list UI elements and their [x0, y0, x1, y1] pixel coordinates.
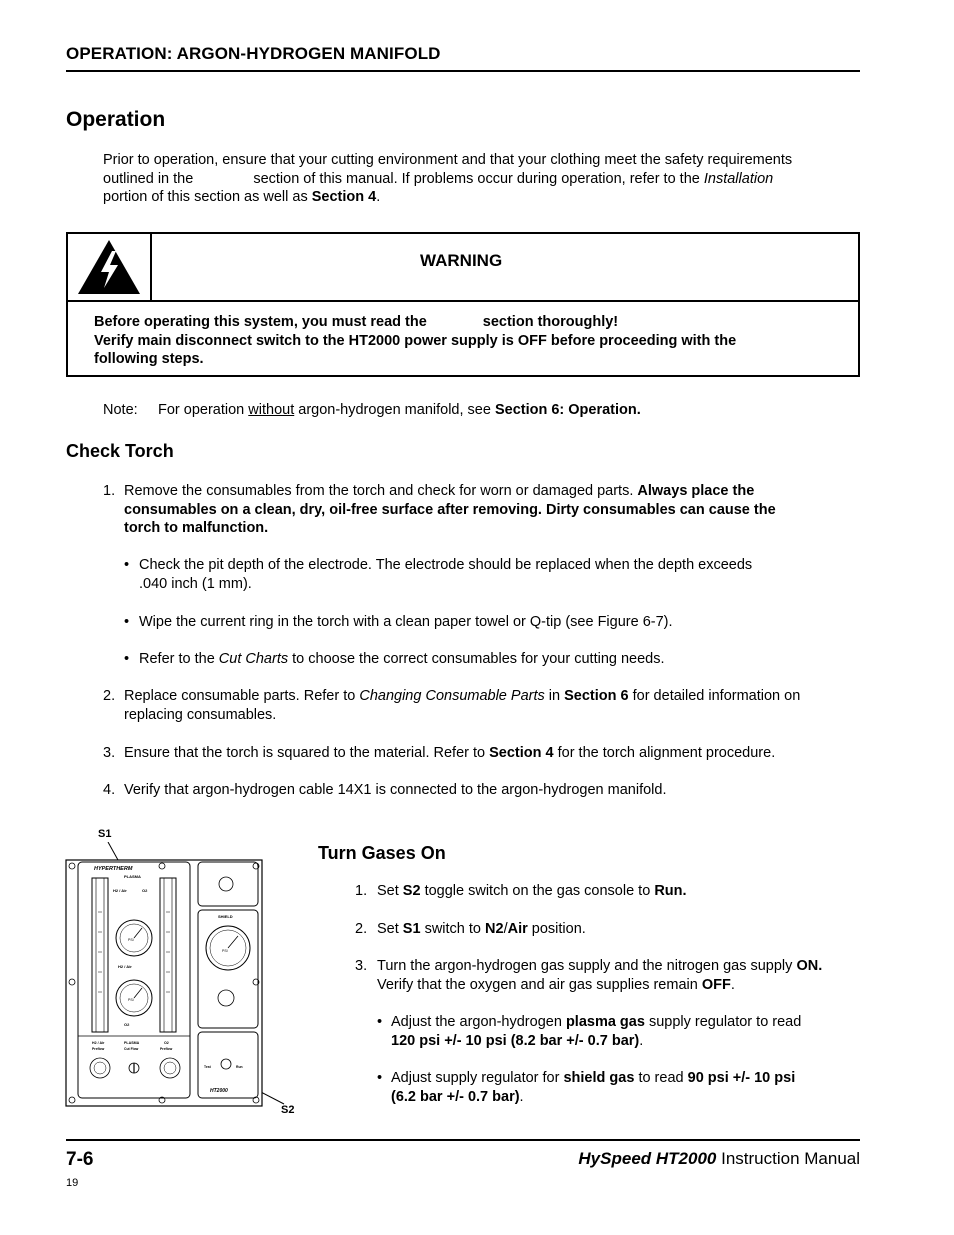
gas-b1b: plasma gas — [565, 1014, 645, 1030]
preflow-right-label: Preflow — [160, 1047, 173, 1051]
intro-line-3 — [103, 188, 863, 207]
panel-brand-label: HYPERTHERM — [94, 866, 133, 872]
bullet-3a: Refer to the — [139, 651, 215, 667]
gas-3a: Turn the argon-hydrogen gas supply and the nitrogen gas supply — [377, 958, 793, 974]
note-text — [158, 401, 641, 420]
step-2e: for detailed information on — [632, 688, 801, 704]
gas-2g: position. — [531, 921, 586, 937]
figure-label-s1: S1 — [98, 828, 112, 840]
step-3c: for the torch alignment procedure. — [557, 745, 776, 761]
bullet-2-mark: • — [124, 614, 130, 630]
warning-title: WARNING — [420, 251, 503, 270]
warning-1a: Before operating this system, you must read the — [94, 314, 427, 330]
bullet-1a: Check the pit depth of the electrode. The electrode should be replaced when the depth exceeds — [139, 557, 753, 573]
gas-bullet-1-text — [391, 1013, 861, 1050]
step-1-text — [124, 482, 864, 538]
gas-3c: Verify that the oxygen and air gas supplies remain — [377, 976, 698, 993]
run-label: Run — [236, 1065, 243, 1069]
gas-b2e: (6.2 bar +/- 0.7 bar) — [391, 1088, 520, 1105]
plasma-label-bottom: PLASMA — [124, 1041, 140, 1045]
step-4-text: Verify that argon-hydrogen cable 14X1 is connected to the argon-hydrogen manifold. — [124, 782, 667, 798]
bullet-3-mark: • — [124, 651, 130, 667]
note-d: Section 6: Operation. — [494, 402, 641, 418]
bullet-3-text — [139, 650, 665, 669]
gas-b1c: supply regulator to read — [648, 1014, 802, 1030]
step-4-number: 4. — [103, 782, 116, 798]
shield-label: SHIELD — [218, 914, 233, 919]
h2-air-label-bottom: H2 / Air — [92, 1041, 105, 1045]
gas-step-1-number: 1. — [355, 883, 368, 899]
plasma-gauge-lower-psi: PSI — [128, 998, 134, 1002]
operation-title: Operation — [66, 108, 166, 131]
note-b: without — [248, 402, 295, 418]
note-c: argon-hydrogen manifold, see — [298, 402, 491, 418]
o2-label-top: O2 — [142, 888, 148, 893]
intro-line-1: Prior to operation, ensure that your cutting environment and that your clothing meet the safety requirements — [103, 152, 793, 168]
gas-b2c: to read — [638, 1070, 684, 1086]
gas-step-2-text — [377, 920, 586, 939]
step-3b: Section 4 — [489, 745, 554, 761]
header-rule — [66, 70, 860, 72]
step-2-text — [124, 687, 864, 724]
bullet-3c: to choose the correct consumables for your cutting needs. — [292, 651, 665, 667]
gas-2f: Air — [507, 921, 528, 937]
model-label: HT2000 — [210, 1088, 228, 1094]
electric-shock-warning-icon — [68, 234, 150, 300]
bullet-3b: Cut Charts — [218, 651, 289, 667]
step-1b: Always place the — [637, 483, 755, 499]
intro-2a: outlined in the — [103, 170, 194, 187]
gas-3b: ON. — [796, 958, 823, 974]
gas-b1a: Adjust the argon-hydrogen — [391, 1014, 562, 1030]
warning-line-3: following steps. — [94, 351, 204, 367]
intro-3a: portion of this section as well as — [103, 189, 308, 205]
gases-title: Turn Gases On — [318, 843, 446, 863]
warning-line-2: Verify main disconnect switch to the HT2000 power supply is OFF before proceeding with the — [94, 332, 737, 349]
note-a: For operation — [158, 402, 245, 418]
step-3a: Ensure that the torch is squared to the material. Refer to — [124, 745, 486, 761]
gas-1c: toggle switch on the gas console to — [424, 883, 651, 899]
bullet-1b: .040 inch (1 mm). — [139, 575, 252, 592]
h2-air-label-top: H2 / Air — [113, 888, 127, 893]
test-label: Test — [204, 1065, 211, 1069]
gas-3d: OFF — [701, 976, 731, 993]
gas-b1e: . — [639, 1032, 644, 1049]
manual-name: Instruction Manual — [721, 1149, 860, 1168]
step-2f: replacing consumables. — [124, 706, 277, 723]
step-1-number: 1. — [103, 483, 116, 499]
gas-b2f: . — [519, 1088, 524, 1105]
manual-title — [578, 1149, 860, 1169]
warning-divider — [68, 300, 858, 302]
intro-3c: . — [376, 189, 381, 205]
step-3-number: 3. — [103, 745, 116, 761]
intro-3b: Section 4 — [311, 189, 377, 205]
step-1d: torch to malfunction. — [124, 520, 269, 536]
gas-step-1-text — [377, 882, 687, 901]
footer-small-number: 19 — [66, 1177, 79, 1189]
intro-2b: section of this manual. If problems occur during operation, refer to the — [253, 170, 700, 187]
gas-bullet-2-mark: • — [377, 1070, 383, 1086]
gas-b2a: Adjust supply regulator for — [391, 1070, 560, 1086]
gas-b1d: 120 psi +/- 10 psi (8.2 bar +/- 0.7 bar) — [391, 1032, 640, 1049]
gas-step-2-number: 2. — [355, 921, 368, 937]
gas-bullet-1-mark: • — [377, 1014, 383, 1030]
manual-brand: HySpeed HT2000 — [578, 1149, 717, 1168]
plasma-label: PLASMA — [124, 874, 141, 879]
bullet-1-text — [139, 556, 859, 593]
gas-2a: Set — [377, 921, 399, 937]
step-1c: consumables on a clean, dry, oil-free surface after removing. Dirty consumables can cause the — [124, 501, 776, 518]
gas-b2d: 90 psi +/- 10 psi — [687, 1070, 796, 1086]
gas-1a: Set — [377, 883, 399, 899]
footer-rule — [66, 1139, 860, 1141]
gas-2b: S1 — [402, 921, 421, 937]
step-2b: Changing Consumable Parts — [359, 688, 545, 704]
bullet-1-mark: • — [124, 557, 130, 573]
step-2-number: 2. — [103, 688, 116, 704]
bullet-2-text: Wipe the current ring in the torch with a clean paper towel or Q-tip (see Figure 6-7). — [139, 614, 673, 630]
h2-air-label-mid: H2 / Air — [118, 964, 132, 969]
gas-b2b: shield gas — [563, 1070, 635, 1086]
cutflow-label: Cut Flow — [124, 1047, 139, 1051]
gas-bullet-2-text — [391, 1069, 861, 1106]
preflow-left-label: Preflow — [92, 1047, 105, 1051]
gas-1d: Run. — [654, 883, 687, 899]
warning-box — [66, 232, 860, 377]
check-torch-title: Check Torch — [66, 441, 174, 461]
step-2d: Section 6 — [564, 688, 629, 704]
shield-gauge-psi: PSI — [222, 949, 228, 953]
gas-console-panel-figure — [64, 842, 300, 1110]
gas-2c: switch to — [424, 921, 481, 937]
o2-label-mid: O2 — [124, 1022, 130, 1027]
gas-step-3-number: 3. — [355, 958, 368, 974]
plasma-gauge-upper-psi: PSI — [128, 938, 134, 942]
gas-3e: . — [730, 976, 735, 993]
figure-label-s2: S2 — [281, 1104, 295, 1116]
step-2c: in — [548, 688, 561, 704]
step-1a: Remove the consumables from the torch and check for worn or damaged parts. — [124, 483, 634, 499]
o2-label-bottom: O2 — [164, 1041, 169, 1045]
gas-step-3-text — [377, 957, 867, 994]
warning-body — [94, 313, 834, 369]
page-number: 7-6 — [66, 1149, 94, 1170]
warning-1b: section thoroughly! — [482, 314, 619, 330]
step-2a: Replace consumable parts. Refer to — [124, 688, 356, 704]
intro-line-2 — [103, 170, 863, 189]
step-3-text — [124, 744, 775, 763]
warning-line-1 — [94, 313, 834, 332]
section-header: OPERATION: ARGON-HYDROGEN MANIFOLD — [66, 44, 441, 63]
gas-2e: / — [503, 921, 508, 937]
note-label: Note: — [103, 402, 138, 418]
gas-1b: S2 — [402, 883, 421, 899]
gas-2d: N2 — [485, 921, 504, 937]
operation-intro — [103, 151, 863, 207]
warning-icon-cell — [68, 234, 152, 300]
intro-2c: Installation — [703, 170, 774, 187]
